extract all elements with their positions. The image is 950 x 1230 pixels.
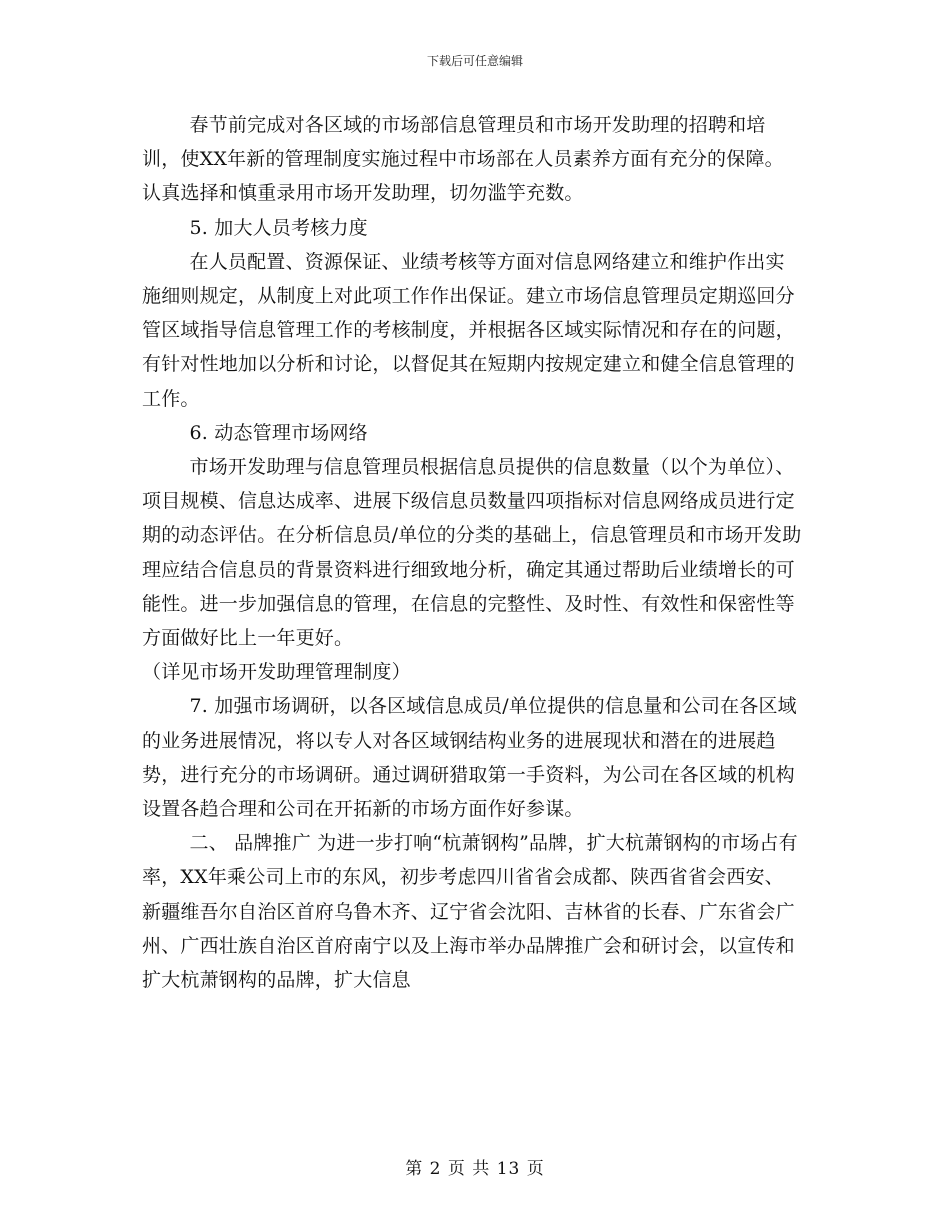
paragraph-market-research: 7. 加强市场调研，以各区域信息成员/单位提供的信息量和公司在各区域的业务进展情况，将以专人对各区域钢结构业务的进展现状和潜在的进展趋势，进行充分的市场调研。通过调研猎取第一手资料，为公司在各区域的机构设置各趋合理和公司在开拓新的市场方面作好参谋。 — [142, 695, 797, 821]
paragraph-recruitment: 春节前完成对各区域的市场部信息管理员和市场开发助理的招聘和培训，使XX年新的管理制度实施过程中市场部在人员素养方面有充分的保障。认真选择和慎重录用市场开发助理，切勿滥竽充数。 — [142, 114, 784, 205]
page-header: 下载后可任意编辑 — [426, 54, 523, 68]
heading-dynamic-management: 6. 动态管理市场网络 — [189, 421, 368, 444]
heading-staff-assessment: 5. 加大人员考核力度 — [189, 216, 368, 239]
paragraph-dynamic-management: 市场开发助理与信息管理员根据信息员提供的信息数量（以个为单位）、项目规模、信息达成率、进展下级信息员数量四项指标对信息网络成员进行定期的动态评估。在分析信息员/单位的分类的基础上，信息管理员和市场开发助理应结合信息员的背景资料进行细致地分析，确定其通过帮助后业绩增长的可能性。进一步加强信息的管理，在信息的完整性、及时性、有效性和保密性等方面做好比上一年更好。 — [142, 456, 802, 650]
paragraph-brand-promotion: 二、 品牌推广 为进一步打响“杭萧钢构”品牌，扩大杭萧钢构的市场占有率，XX年乘公司上市的东风，初步考虑四川省省会成都、陕西省省会西安、新疆维吾尔自治区首府乌鲁木齐、辽宁省会沈阳、吉林省的长春、广东省会广州、广西壮族自治区首府南宁以及上海市举办品牌推广会和研讨会，以宣传和扩大杭萧钢构的品牌，扩大信息 — [142, 832, 798, 992]
page-footer: 第 2 页 共 13 页 — [405, 1159, 545, 1179]
document-body — [142, 108, 802, 997]
paragraph-see-reference: （详见市场开发助理管理制度） — [142, 661, 411, 684]
paragraph-staff-assessment: 在人员配置、资源保证、业绩考核等方面对信息网络建立和维护作出实施细则规定，从制度上对此项工作作出保证。建立市场信息管理员定期巡回分管区域指导信息管理工作的考核制度，并根据各区域实际情况和存在的问题，有针对性地加以分析和讨论，以督促其在短期内按规定建立和健全信息管理的工作。 — [142, 250, 795, 410]
